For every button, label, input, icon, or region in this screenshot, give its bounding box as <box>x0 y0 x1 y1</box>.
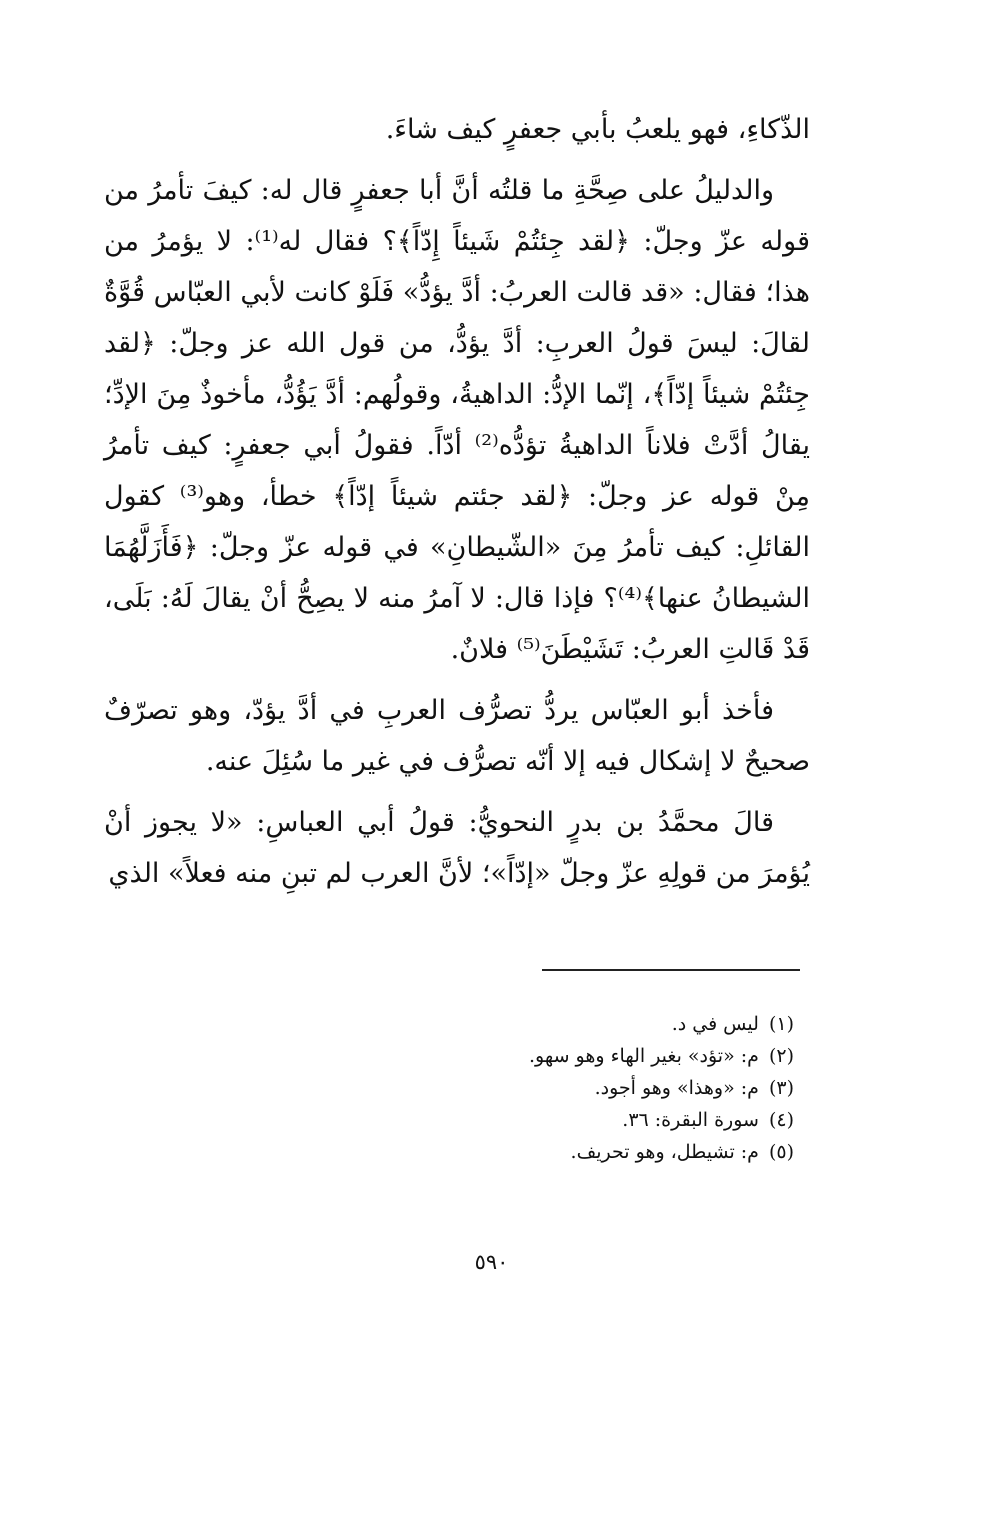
footnote-item <box>104 1136 794 1168</box>
footnote-text: م: «وهذا» وهو أجود. <box>594 1077 759 1099</box>
footnote-item <box>104 1008 794 1040</box>
footnote-item <box>104 1104 794 1136</box>
paragraph-response: فأخذ أبو العبّاس يردُّ تصرُّف العربِ في أدَّ يؤدّ، وهو تصرّفٌ صحيحٌ لا إشكال فيه إلا أنّه تصرُّف في غير ما سُئِلَ عنه. <box>104 695 810 777</box>
footnote-item <box>104 1040 794 1072</box>
footnote-text: سورة البقرة: ٣٦. <box>622 1109 759 1131</box>
footnote-number: (٣) <box>768 1077 794 1099</box>
page-number: ٥٩٠ <box>474 1250 509 1274</box>
footnote-number: (٢) <box>768 1045 794 1067</box>
paragraph-evidence: والدليلُ على صِحَّةِ ما قلتُه أنَّ أبا جعفرٍ قال له: كيفَ تأمرُ من قوله عزّ وجلّ: ﴿لقد جِئتُمْ شَيئاً إِدّاً﴾؟ فقال له⁽¹⁾: لا يؤمرُ من هذا؛ فقال: «قد قالت العربُ: أدَّ يؤدُّ» فَلَوْ كانت لأبي العبّاس قُوَّةٌ لقالَ: ليسَ قولُ العربِ: أدَّ يؤدُّ، من قول الله عز وجلّ: ﴿لقد جِئتُمْ شيئاً إدّاً﴾، إنّما الإدُّ: الداهيةُ، وقولُهم: أدَّ يَؤُدُّ، مأخوذٌ مِنَ الإدِّ؛ يقالُ أدَّتْ فلاناً الداهيةُ تؤدُّه⁽²⁾ أدّاً. فقولُ أبي جعفرٍ: كيف تأمرُ مِنْ قوله عز وجلّ: ﴿لقد جئتم شيئاً إدّاً﴾ خطأ، وهو⁽³⁾ كقول القائلِ: كيف تأمرُ مِنَ «الشّيطانِ» في قوله عزّ وجلّ: ﴿فَأَزَلَّهُمَا الشيطانُ عنها﴾⁽⁴⁾؟ فإذا قال: لا آمرُ منه لا يصِحُّ أنْ يقالَ لَهُ: بَلَى، قَدْ قَالتِ العربُ: تَشَيْطَنَ⁽⁵⁾ فلانٌ. <box>104 175 811 665</box>
main-text <box>104 104 810 909</box>
footnote-number: (٥) <box>768 1141 794 1163</box>
paragraph-continuation: الذّكاءِ، فهو يلعبُ بأبي جعفرٍ كيف شاءَ. <box>385 114 810 145</box>
footnote-item <box>104 1072 794 1104</box>
footnote-divider <box>542 969 800 971</box>
footnote-text: م: تشيطل، وهو تحريف. <box>570 1141 759 1163</box>
paragraph-nahwi-quote: قالَ محمَّدُ بن بدرٍ النحويُّ: قولُ أبي العباسِ: «لا يجوز أنْ يُؤمرَ من قولِهِ عزّ وجلّ «إدّاً»؛ لأنَّ العرب لم تبنِ منه فعلاً» الذي <box>104 807 810 889</box>
footnote-text: ليس في د. <box>671 1013 759 1035</box>
footnote-number: (١) <box>768 1013 794 1035</box>
footnotes <box>104 1008 794 1168</box>
footnote-number: (٤) <box>768 1109 794 1131</box>
footnote-text: م: «تؤد» بغير الهاء وهو سهو. <box>528 1045 759 1067</box>
